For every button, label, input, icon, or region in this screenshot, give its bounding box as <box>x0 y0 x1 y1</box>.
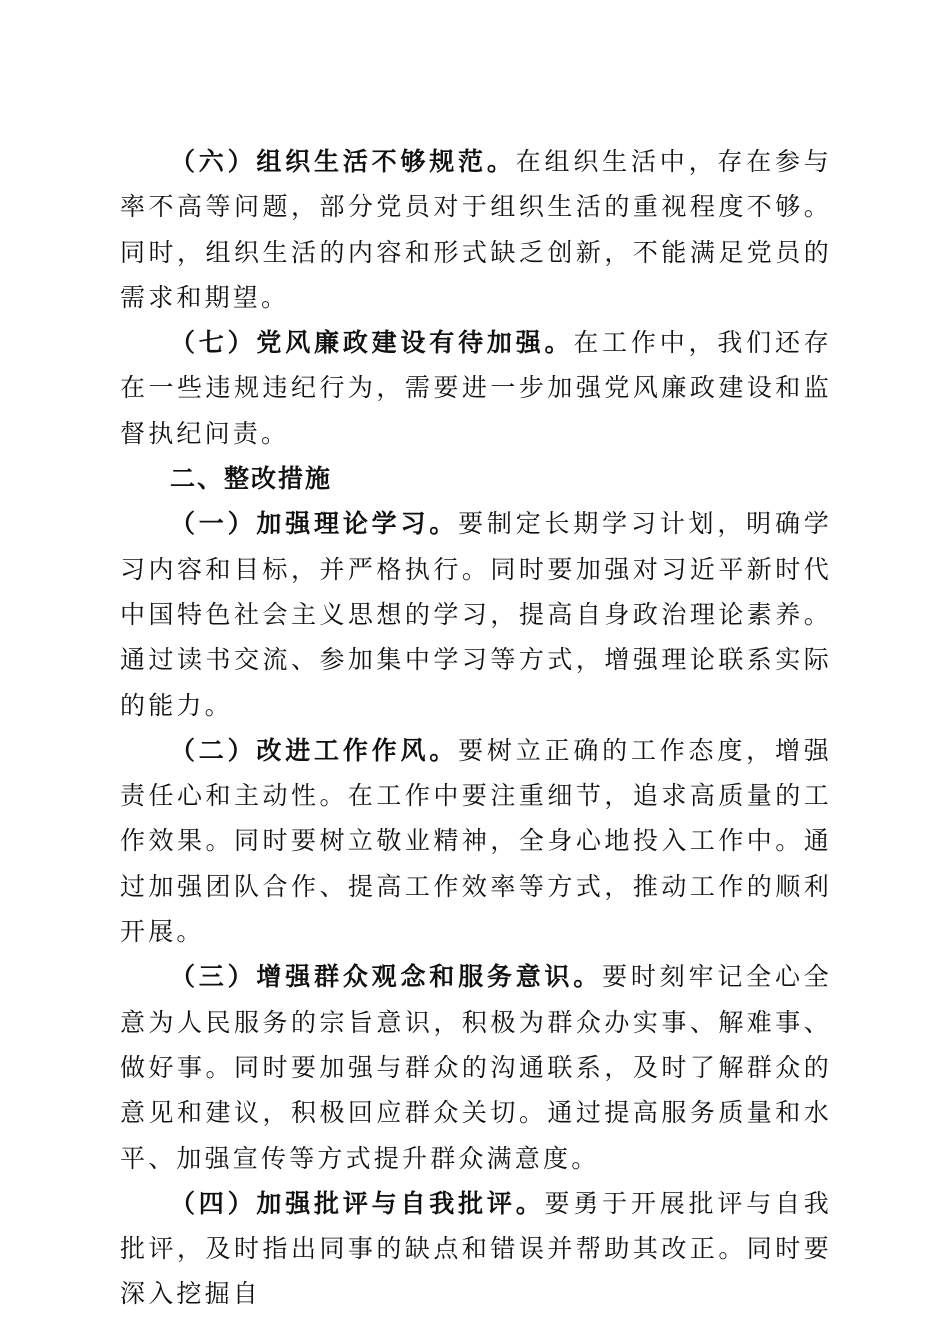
section-heading-rectification-measures: 二、整改措施 <box>170 464 333 494</box>
paragraph-text: 要勇于开展批评与自我批评，及时指出同事的缺点和错误并帮助其改正。同时要深入挖掘自 <box>120 1188 832 1309</box>
paragraph-lead: （四）加强批评与自我批评。 <box>170 1188 545 1218</box>
paragraph-party-conduct <box>120 320 832 456</box>
paragraph-public-service <box>120 954 832 1180</box>
paragraph-text: 要制定长期学习计划，明确学习内容和目标，并严格执行。同时要加强对习近平新时代中国特色社会主义思想的学习，提高自身政治理论素养。通过读书交流、参加集中学习等方式，增强理论联系实际的能力。 <box>120 509 832 720</box>
paragraph-criticism <box>120 1181 832 1317</box>
paragraph-text: 在工作中，我们还存在一些违规违纪行为，需要进一步加强党风廉政建设和监督执纪问责。 <box>120 328 832 448</box>
paragraph-lead: （一）加强理论学习。 <box>170 509 459 539</box>
paragraph-lead: （三）增强群众观念和服务意识。 <box>170 962 603 992</box>
paragraph-work-style <box>120 728 832 954</box>
paragraph-theory-study <box>120 501 832 727</box>
paragraph-lead: （七）党风廉政建设有待加强。 <box>170 328 574 358</box>
paragraph-text: 在组织生活中，存在参与率不高等问题，部分党员对于组织生活的重视程度不够。同时，组织生活的内容和形式缺乏创新，不能满足党员的需求和期望。 <box>120 147 833 312</box>
paragraph-text: 要树立正确的工作态度，增强责任心和主动性。在工作中要注重细节，追求高质量的工作效果。同时要树立敬业精神，全身心地投入工作中。通过加强团队合作、提高工作效率等方式，推动工作的顺利开展。 <box>120 735 832 947</box>
paragraph-text: 要时刻牢记全心全意为人民服务的宗旨意识，积极为群众办实事、解难事、做好事。同时要加强与群众的沟通联系，及时了解群众的意见和建议，积极回应群众关切。通过提高服务质量和水平、加强宣传等方式提升群众满意度。 <box>120 962 832 1173</box>
document-body <box>120 139 832 1317</box>
paragraph-organization-life <box>120 139 832 320</box>
paragraph-lead: （六）组织生活不够规范。 <box>170 147 516 176</box>
paragraph-lead: （二）改进工作作风。 <box>170 735 459 765</box>
